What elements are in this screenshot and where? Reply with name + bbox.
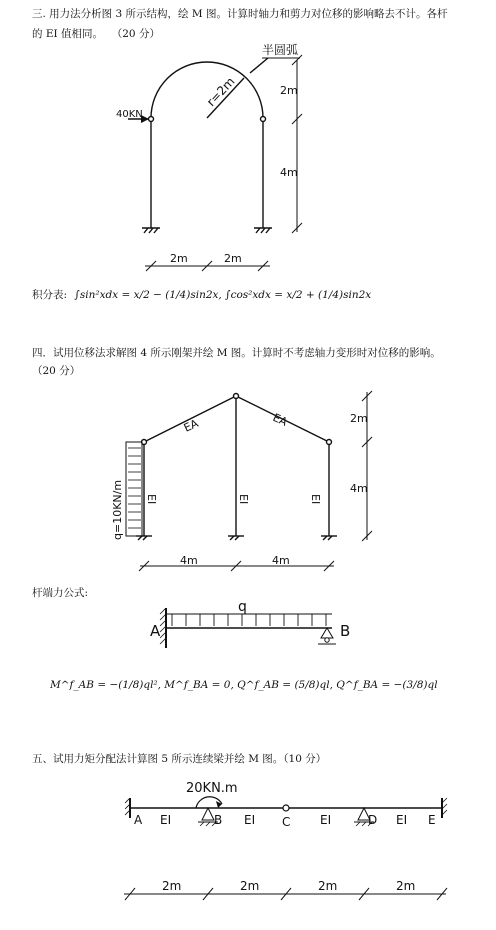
beam-b-label: B — [340, 622, 351, 640]
figure-3 — [0, 0, 496, 330]
figure-5 — [0, 770, 496, 930]
left-hinge — [149, 117, 154, 122]
span-3-length: 2m — [318, 879, 338, 893]
left-fixed-support — [142, 228, 160, 233]
ea-left-label: EA — [181, 416, 201, 435]
moment-label: 20KN.m — [186, 781, 238, 796]
q3-statement-line1: 三. 用力法分析图 3 所示结构，绘 M 图。计算时轴力和剪力对位移的影响略去不计。各杆 — [32, 8, 448, 20]
span-2-length: 2m — [240, 879, 260, 893]
q5-statement: 五、试用力矩分配法计算图 5 所示连续梁并绘 M 图。（10 分） — [32, 753, 327, 765]
q3-statement-line2-text: 的 EI 值相同。 — [32, 28, 103, 40]
middle-base-support — [228, 536, 244, 540]
integral-table — [32, 287, 371, 303]
support-b — [202, 808, 214, 820]
integral-prefix: 积分表: — [32, 289, 68, 301]
right-hinge — [261, 117, 266, 122]
node-a-label: A — [134, 813, 143, 827]
top-joint — [234, 394, 239, 399]
radius-label: r=2m — [203, 74, 238, 110]
node-c-label: C — [282, 815, 291, 829]
ei-span-2-label: EI — [244, 813, 256, 827]
dim-left-span-label: 2m — [170, 252, 188, 265]
ei-span-3-label: EI — [320, 813, 332, 827]
q4-statement-line2: （20 分） — [32, 365, 81, 377]
beam-q-label: q — [238, 599, 247, 615]
member-force-title: 杆端力公式: — [32, 587, 89, 599]
span-1-length: 2m — [162, 879, 182, 893]
distributed-load-arrows — [128, 448, 141, 528]
dim-right-span-label: 2m — [224, 252, 242, 265]
load-label: q=10KN/m — [111, 479, 124, 540]
hinge-c — [283, 805, 289, 811]
member-force-formula: M^f_AB = −(1/8)ql², M^f_BA = 0, Q^f_AB = (5/8)ql, Q^f_BA = −(3/8)ql — [50, 679, 438, 691]
dim-top-label: 2m — [280, 84, 298, 97]
dim-right-label: 4m — [280, 166, 298, 179]
right-base-support — [321, 536, 337, 540]
figure-4 — [0, 380, 496, 580]
span-4-length: 2m — [396, 879, 416, 893]
ei-span-4-label: EI — [396, 813, 408, 827]
ei-middle-label: EI — [237, 494, 250, 505]
semicircle-leader — [250, 58, 268, 73]
right-fixed-support — [254, 228, 272, 233]
ei-left-label: EI — [145, 494, 158, 505]
beam-load-arrows — [172, 614, 326, 626]
ei-span-1-label: EI — [160, 813, 172, 827]
integral-formula: ∫sin²xdx = x/2 − (1/4)sin2x, ∫cos²xdx = x/2 + (1/4)sin2x — [74, 289, 372, 301]
q3-score: （20 分） — [117, 28, 160, 40]
node-e-label: E — [428, 813, 436, 827]
dim-right-label: 4m — [350, 482, 368, 495]
load-label: 40KN — [116, 109, 143, 120]
dim-top-label: 2m — [350, 412, 368, 425]
left-base-support — [136, 536, 152, 540]
semicircle-arch — [151, 62, 263, 118]
q4-statement-line1: 四．试用位移法求解图 4 所示刚架并绘 M 图。计算时不考虑轴力变形时对位移的影响。 — [32, 347, 441, 359]
dim-span-left-label: 4m — [180, 554, 198, 567]
node-d-label: D — [368, 813, 378, 827]
roller-support — [321, 628, 333, 638]
ei-right-label: EI — [309, 494, 322, 505]
node-b-label: B — [214, 813, 223, 827]
semicircle-label: 半圆弧 — [262, 43, 299, 57]
member-force-beam — [0, 598, 496, 668]
dim-span-right-label: 4m — [272, 554, 290, 567]
ea-right-label: EA — [270, 410, 290, 429]
beam-a-label: A — [150, 622, 161, 640]
right-joint — [327, 440, 332, 445]
